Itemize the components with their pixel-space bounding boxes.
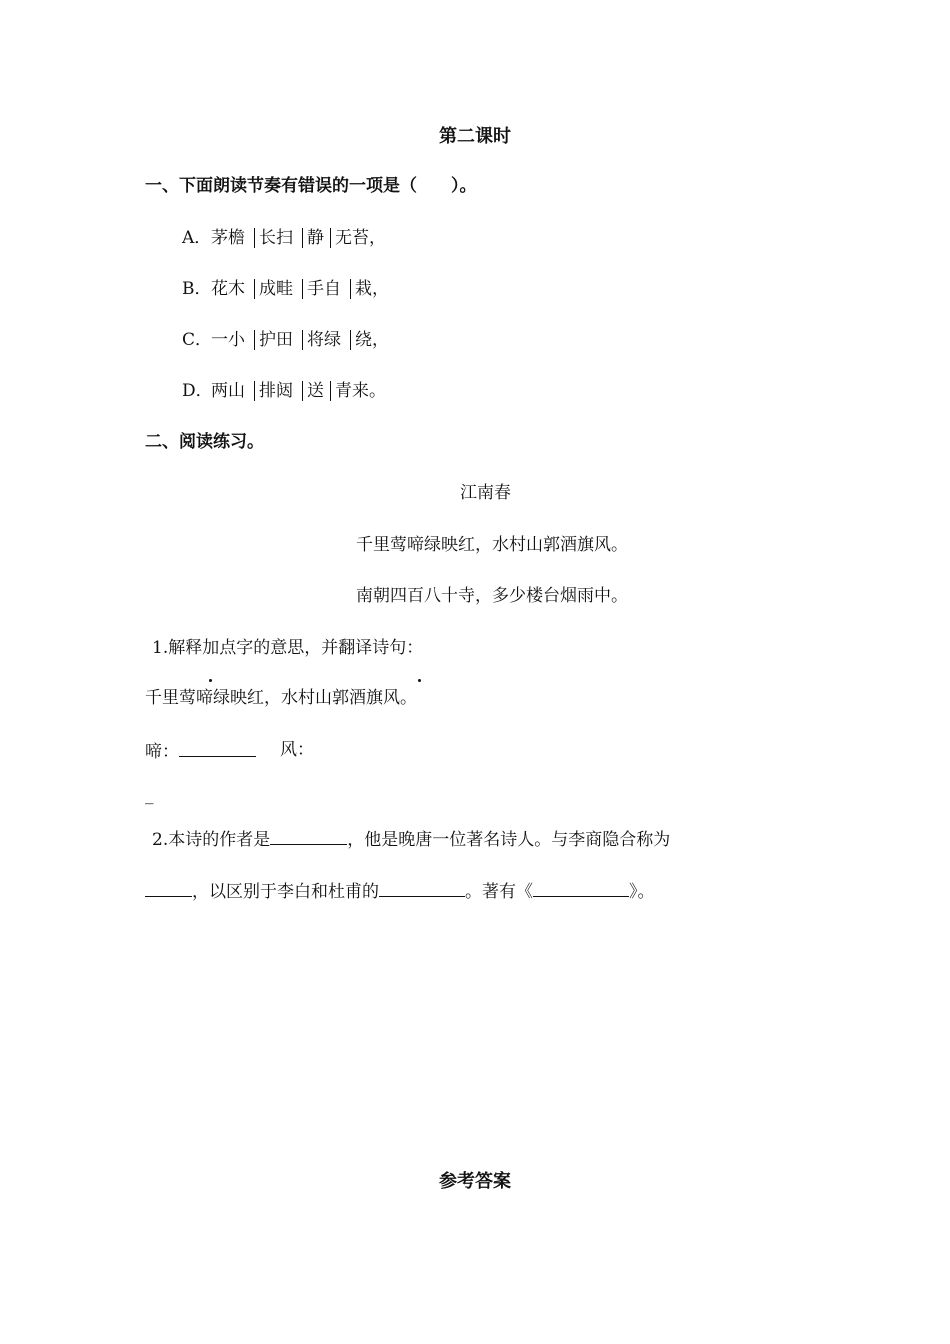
poem-title: 江南春 xyxy=(460,483,511,503)
subquestion-2-text: ，他是晚唐一位著名诗人。与李商隐合称为 xyxy=(347,830,671,850)
rhythm-divider xyxy=(302,330,303,350)
poem-line-1: 千里莺啼绿映红，水村山郭酒旗风。 xyxy=(356,535,628,555)
option-part: 绕， xyxy=(355,330,389,350)
subquestion-2-line-2 xyxy=(145,882,655,901)
option-part: 送 xyxy=(307,381,324,401)
rhythm-divider xyxy=(302,228,303,248)
option-part: 无苔， xyxy=(335,228,386,248)
option-part: 一小 xyxy=(211,330,245,350)
option-part: 栽， xyxy=(355,279,389,299)
subquestion-2-text: ，以区别于李白和杜甫的 xyxy=(192,882,379,902)
option-part: 护田 xyxy=(259,330,293,350)
option-label: C． xyxy=(182,330,213,350)
rhythm-divider xyxy=(302,381,303,401)
option-part: 手自 xyxy=(307,279,341,299)
rhythm-divider xyxy=(330,228,331,248)
answer-heading: 参考答案 xyxy=(439,1171,511,1192)
option-part: 青来。 xyxy=(335,381,386,401)
author-blank[interactable] xyxy=(270,830,347,845)
option-part: 两山 xyxy=(211,381,245,401)
question-1-stem: 一、下面朗读节奏有错误的一项是（ ）。 xyxy=(145,176,477,196)
rhythm-divider xyxy=(302,279,303,299)
ti-answer-row xyxy=(145,742,256,761)
feng-label: 风： xyxy=(280,740,314,760)
option-part: 茅檐 xyxy=(211,228,245,248)
option-label: D． xyxy=(182,381,213,401)
option-part: 花木 xyxy=(211,279,245,299)
emphasis-dot xyxy=(418,679,421,682)
ti-answer-blank[interactable] xyxy=(179,742,256,757)
option-part: 成畦 xyxy=(259,279,293,299)
subquestion-2-text: 。著有《 xyxy=(465,882,533,902)
rhythm-divider xyxy=(254,381,255,401)
rhythm-divider xyxy=(350,279,351,299)
rhythm-divider xyxy=(254,330,255,350)
rhythm-divider xyxy=(330,381,331,401)
ti-label: 啼： xyxy=(145,742,179,762)
stray-underscore: _ xyxy=(145,785,154,805)
rhythm-divider xyxy=(254,228,255,248)
collection-blank[interactable] xyxy=(533,882,629,897)
question-2-stem: 二、阅读练习。 xyxy=(145,432,264,452)
subquestion-2-text: 》。 xyxy=(629,882,655,902)
option-label: A． xyxy=(182,228,212,248)
poem-line-to-translate: 千里莺啼绿映红，水村山郭酒旗风。 xyxy=(145,688,417,708)
option-label: B． xyxy=(182,279,212,299)
pair-name-blank[interactable] xyxy=(145,882,192,897)
subquestion-1-stem: 1.解释加点字的意思，并翻译诗句： xyxy=(152,638,424,658)
li-du-name-blank[interactable] xyxy=(379,882,465,897)
rhythm-divider xyxy=(254,279,255,299)
page-title: 第二课时 xyxy=(439,126,511,147)
option-part: 长扫 xyxy=(259,228,293,248)
subquestion-2-line-1 xyxy=(152,830,670,849)
rhythm-divider xyxy=(350,330,351,350)
option-part: 排闼 xyxy=(259,381,293,401)
poem-line-2: 南朝四百八十寺，多少楼台烟雨中。 xyxy=(356,586,628,606)
option-part: 将绿 xyxy=(307,330,341,350)
subquestion-2-text: 2.本诗的作者是 xyxy=(152,830,271,850)
option-part: 静 xyxy=(307,228,324,248)
emphasis-dot xyxy=(209,679,212,682)
